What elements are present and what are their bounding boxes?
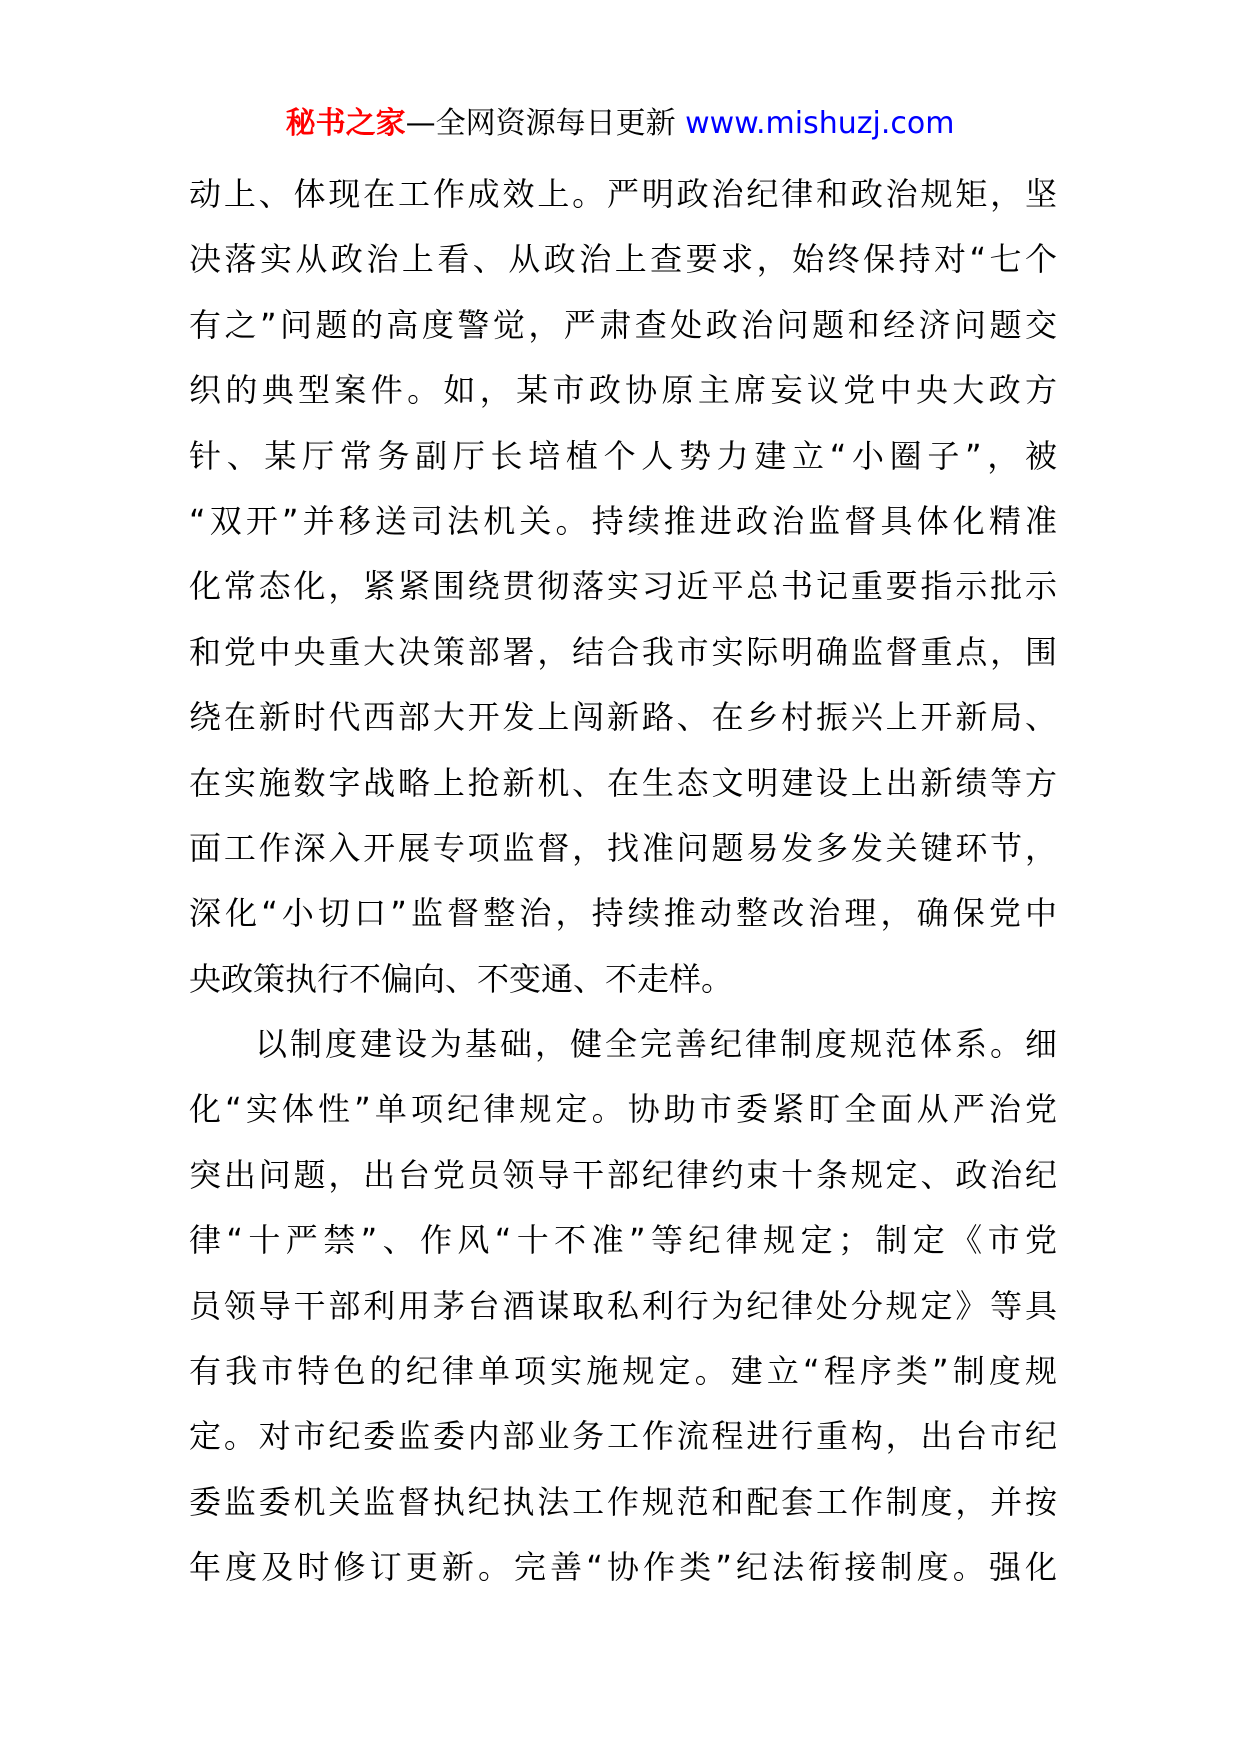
text-line: 央政策执行不偏向、不变通、不走样。 <box>189 959 734 998</box>
text-line: 在实施数字战略上抢新机、在生态文明建设上出新绩等方 <box>189 763 1057 802</box>
text-line: 委监委机关监督执纪执法工作规范和配套工作制度，并按 <box>189 1482 1057 1521</box>
site-url[interactable]: www.mishuzj.com <box>685 106 955 141</box>
text-line: 年度及时修订更新。完善“协作类”纪法衔接制度。强化 <box>189 1548 1057 1587</box>
document-body <box>189 162 1057 1601</box>
text-line: 化常态化，紧紧围绕贯彻落实习近平总书记重要指示批示 <box>189 567 1057 606</box>
site-brand: 秘书之家 <box>285 106 406 141</box>
text-line: 律“十严禁”、作风“十不准”等纪律规定；制定《市党 <box>189 1221 1057 1260</box>
site-header <box>0 100 1240 148</box>
text-line: 决落实从政治上看、从政治上查要求，始终保持对“七个 <box>189 240 1057 279</box>
text-line: “双开”并移送司法机关。持续推进政治监督具体化精准 <box>189 501 1057 540</box>
text-line: 绕在新时代西部大开发上闯新路、在乡村振兴上开新局、 <box>189 698 1057 737</box>
text-line: 面工作深入开展专项监督，找准问题易发多发关键环节， <box>189 828 1057 867</box>
text-line: 织的典型案件。如，某市政协原主席妄议党中央大政方 <box>189 371 1057 410</box>
text-line: 针、某厅常务副厅长培植个人势力建立“小圈子”，被 <box>189 436 1057 475</box>
site-tagline: —全网资源每日更新 <box>405 106 686 141</box>
text-line: 化“实体性”单项纪律规定。协助市委紧盯全面从严治党 <box>189 1090 1057 1129</box>
paragraph-start-line: 以制度建设为基础，健全完善纪律制度规范体系。细 <box>255 1025 1057 1064</box>
text-line: 有之”问题的高度警觉，严肃查处政治问题和经济问题交 <box>189 305 1057 344</box>
text-line: 定。对市纪委监委内部业务工作流程进行重构，出台市纪 <box>189 1417 1057 1456</box>
text-line: 突出问题，出台党员领导干部纪律约束十条规定、政治纪 <box>189 1155 1057 1194</box>
text-line: 员领导干部利用茅台酒谋取私利行为纪律处分规定》等具 <box>189 1286 1057 1325</box>
text-line: 有我市特色的纪律单项实施规定。建立“程序类”制度规 <box>189 1352 1057 1391</box>
text-line: 动上、体现在工作成效上。严明政治纪律和政治规矩，坚 <box>189 175 1057 213</box>
text-line: 深化“小切口”监督整治，持续推动整改治理，确保党中 <box>189 894 1057 933</box>
text-line: 和党中央重大决策部署，结合我市实际明确监督重点，围 <box>189 632 1057 671</box>
